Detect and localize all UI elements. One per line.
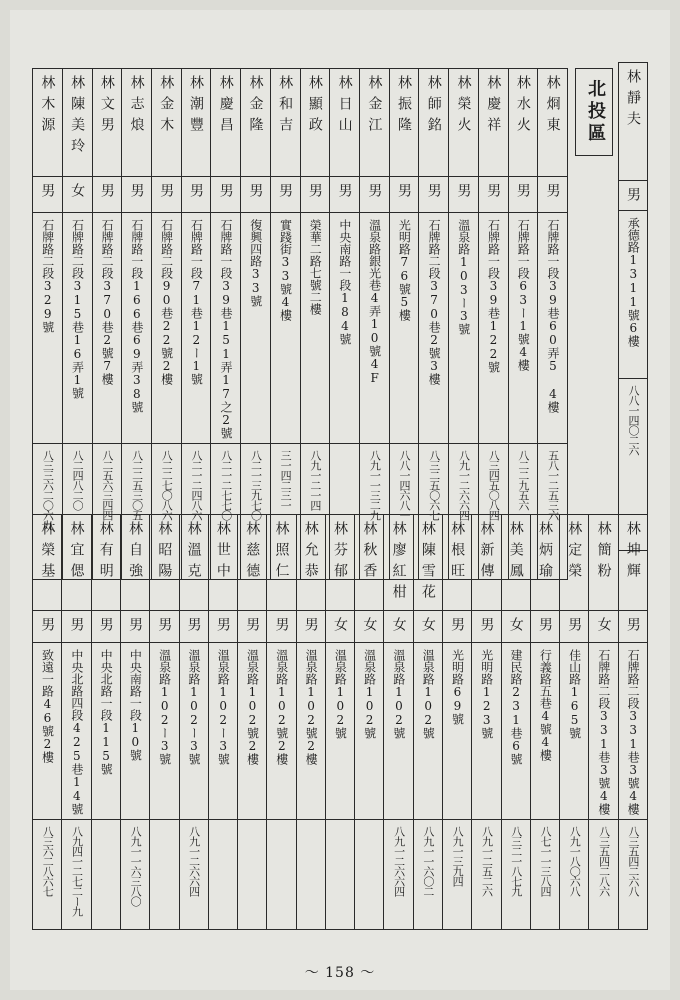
gender-cell (296, 611, 325, 643)
gender-cell (267, 611, 296, 643)
address-cell (325, 643, 354, 820)
address-cell (300, 213, 330, 444)
registry-table-top-right (618, 62, 648, 551)
person-phone: 八三四五〇八四 (487, 450, 501, 520)
gender-cell (538, 177, 568, 213)
name-cell (181, 69, 211, 177)
name-cell (267, 515, 296, 611)
address-cell (508, 213, 538, 444)
address-cell (181, 213, 211, 444)
address-cell (355, 643, 384, 820)
name-cell (92, 69, 122, 177)
person-name: 林根旺 (449, 521, 466, 584)
phone-cell (325, 820, 354, 930)
person-phone: 八九一一六〇二 (421, 826, 435, 896)
person-phone: 八二一三九七〇 (249, 450, 263, 520)
person-gender: 男 (478, 617, 495, 632)
phone-cell (33, 820, 62, 930)
person-address: 溫泉路102號2樓 (304, 649, 319, 765)
address-cell (619, 211, 648, 379)
gender-cell (300, 177, 330, 213)
person-gender: 男 (128, 183, 145, 198)
person-address: 溫泉路102號2樓 (274, 649, 289, 765)
gender-cell (122, 177, 152, 213)
phone-cell (238, 820, 267, 930)
name-cell (62, 69, 92, 177)
address-cell (241, 213, 271, 444)
name-cell (419, 69, 449, 177)
person-gender: 男 (39, 617, 56, 632)
gender-cell (589, 611, 618, 643)
name-cell (122, 69, 152, 177)
person-name: 林宜偲 (68, 521, 85, 584)
person-name: 林靜夫 (625, 69, 641, 132)
person-gender: 男 (156, 617, 173, 632)
name-cell (560, 515, 589, 611)
person-address: 溫泉路102ー3號 (216, 649, 231, 765)
person-gender: 女 (595, 617, 612, 632)
person-gender: 女 (507, 617, 524, 632)
person-gender: 男 (566, 617, 583, 632)
person-name: 林芬郁 (332, 521, 349, 584)
gender-cell (270, 177, 300, 213)
person-address: 石牌路二段331巷3號4樓 (596, 649, 611, 815)
gender-cell (241, 177, 271, 213)
person-name: 林顯政 (306, 75, 323, 138)
phone-cell (530, 820, 559, 930)
address-cell (419, 213, 449, 444)
gender-cell (355, 611, 384, 643)
phone-cell (443, 820, 472, 930)
person-phone: 八九一八〇六八 (568, 826, 582, 896)
name-cell (501, 515, 530, 611)
person-name: 林有明 (97, 521, 114, 584)
person-phone: 八二四八二〇 (71, 450, 85, 510)
gender-cell (413, 611, 442, 643)
name-cell (211, 69, 241, 177)
person-name: 林美鳳 (507, 521, 524, 584)
name-cell (443, 515, 472, 611)
person-phone: 八三二一八七九 (509, 826, 523, 896)
address-cell (62, 213, 92, 444)
person-phone: 八九一二一四 (308, 450, 322, 510)
address-cell (211, 213, 241, 444)
phone-cell (413, 820, 442, 930)
person-address: 榮華二路七號二樓 (308, 219, 323, 315)
person-name: 林簡粉 (595, 521, 612, 584)
person-phone: 三一四二三一 (279, 450, 293, 510)
gender-cell (120, 611, 149, 643)
person-address: 致遠一路46號2樓 (40, 649, 55, 763)
gender-cell (33, 177, 63, 213)
phone-cell (384, 820, 413, 930)
person-phone: 八三三六二〇六九 (41, 450, 55, 530)
person-name: 林昭陽 (156, 521, 173, 584)
person-gender: 男 (302, 617, 319, 632)
name-cell (179, 515, 208, 611)
gender-cell (419, 177, 449, 213)
address-cell (389, 213, 419, 444)
person-name: 林廖紅柑 (390, 521, 407, 605)
person-name: 林金隆 (247, 75, 264, 138)
phone-cell (91, 820, 120, 930)
gender-cell (478, 177, 508, 213)
person-address: 溫泉路102號 (391, 649, 406, 739)
gender-cell (384, 611, 413, 643)
person-gender: 男 (485, 183, 502, 198)
person-gender: 男 (273, 617, 290, 632)
phone-cell (62, 820, 91, 930)
address-cell (33, 643, 62, 820)
name-cell (355, 515, 384, 611)
address-cell (560, 643, 589, 820)
address-cell (384, 643, 413, 820)
person-gender: 男 (98, 183, 115, 198)
name-cell (33, 515, 62, 611)
address-cell (91, 643, 120, 820)
address-cell (208, 643, 237, 820)
address-cell (33, 213, 63, 444)
name-cell (33, 69, 63, 177)
address-cell (62, 643, 91, 820)
address-cell (530, 643, 559, 820)
person-address: 復興四路33號 (248, 219, 263, 307)
person-name: 林榮火 (455, 75, 472, 138)
person-phone: 八二五六三四四 (100, 450, 114, 520)
person-phone: 八九一二五二六 (480, 826, 494, 896)
address-cell (270, 213, 300, 444)
person-address: 中央北路四段425巷14號 (69, 649, 84, 815)
gender-cell (389, 177, 419, 213)
person-name: 林和吉 (277, 75, 294, 138)
phone-cell (267, 820, 296, 930)
person-gender: 男 (277, 183, 294, 198)
gender-cell (619, 181, 648, 211)
phone-cell (296, 820, 325, 930)
gender-cell (238, 611, 267, 643)
person-name: 林烱東 (544, 75, 561, 138)
person-address: 溫泉路102ー3號 (157, 649, 172, 765)
person-address: 溫泉路102號 (421, 649, 436, 739)
registry-table-bottom (32, 514, 648, 930)
person-address: 石牌路二段331巷3號4樓 (626, 649, 641, 815)
person-gender: 男 (188, 183, 205, 198)
name-cell (151, 69, 181, 177)
person-phone: 八二二九五六 (516, 450, 530, 510)
name-cell (619, 63, 648, 181)
person-name: 林自強 (127, 521, 144, 584)
gender-cell (449, 177, 479, 213)
address-cell (478, 213, 508, 444)
person-address: 光明路69號 (450, 649, 465, 725)
person-address: 承德路1311號6樓 (626, 217, 641, 347)
name-cell (296, 515, 325, 611)
person-phone: 八二一二四八六 (190, 450, 204, 520)
person-name: 林慶昌 (217, 75, 234, 138)
person-name: 林振隆 (396, 75, 413, 138)
person-address: 中央北路一段115號 (99, 649, 114, 775)
phone-cell (150, 820, 179, 930)
person-name: 林秋香 (361, 521, 378, 584)
name-cell (62, 515, 91, 611)
person-address: 溫泉路102ー3號 (186, 649, 201, 765)
gender-cell (181, 177, 211, 213)
person-address: 光明路76號5樓 (397, 219, 412, 321)
name-cell (120, 515, 149, 611)
gender-cell (62, 177, 92, 213)
address-cell (122, 213, 152, 444)
address-cell (589, 643, 618, 820)
person-gender: 男 (449, 617, 466, 632)
person-address: 石牌路二段315巷16弄1號 (70, 219, 85, 399)
person-phone: 八三五四二八六 (597, 826, 611, 896)
name-cell (449, 69, 479, 177)
person-gender: 男 (624, 617, 641, 632)
name-cell (241, 69, 271, 177)
name-cell (238, 515, 267, 611)
person-gender: 男 (306, 183, 323, 198)
person-address: 行義路五巷4號4樓 (538, 649, 553, 761)
address-cell (92, 213, 122, 444)
person-phone: 五八一二五三六 (546, 450, 560, 520)
person-address: 石牌路一段39巷151弄17之2號 (219, 219, 234, 439)
person-phone: 八九一一三二九 (368, 450, 382, 520)
phone-cell (120, 820, 149, 930)
gender-cell (211, 177, 241, 213)
person-address: 溫泉路102號 (362, 649, 377, 739)
person-gender: 男 (537, 617, 554, 632)
person-gender: 男 (514, 183, 531, 198)
gender-cell (92, 177, 122, 213)
gender-cell (443, 611, 472, 643)
person-address: 實踐街33號4樓 (278, 219, 293, 321)
person-gender: 男 (425, 183, 442, 198)
gender-cell (208, 611, 237, 643)
person-name: 林慈德 (244, 521, 261, 584)
person-gender: 女 (69, 183, 86, 198)
name-cell (472, 515, 501, 611)
person-name: 林志烺 (128, 75, 145, 138)
gender-cell (325, 611, 354, 643)
person-name: 林溫克 (185, 521, 202, 584)
person-address: 佳山路165號 (567, 649, 582, 739)
person-name: 林文男 (98, 75, 115, 138)
address-cell (238, 643, 267, 820)
address-cell (120, 643, 149, 820)
person-gender: 女 (390, 617, 407, 632)
person-name: 林新傳 (478, 521, 495, 584)
address-cell (472, 643, 501, 820)
section-title-box (575, 68, 613, 156)
name-cell (413, 515, 442, 611)
name-cell (538, 69, 568, 177)
name-cell (150, 515, 179, 611)
gender-cell (359, 177, 389, 213)
address-cell (179, 643, 208, 820)
person-name: 林照仁 (273, 521, 290, 584)
person-address: 光明路123號 (479, 649, 494, 739)
person-address: 石牌路一段166巷69弄38號 (129, 219, 144, 413)
gender-cell (560, 611, 589, 643)
person-phone: 八三五四二六八 (626, 826, 640, 896)
registry-table-top (32, 68, 568, 580)
person-name: 林潮豐 (188, 75, 205, 138)
page-number: ～ 158 ～ (304, 965, 376, 981)
name-cell (618, 515, 647, 611)
person-address: 石牌路二段329號 (40, 219, 55, 333)
name-cell (508, 69, 538, 177)
name-cell (359, 69, 389, 177)
phone-cell (589, 820, 618, 930)
person-name: 林世中 (214, 521, 231, 584)
gender-cell (91, 611, 120, 643)
person-gender: 男 (247, 183, 264, 198)
gender-cell (472, 611, 501, 643)
person-gender: 男 (97, 617, 114, 632)
person-address: 石牌路二段370巷2號3樓 (427, 219, 442, 385)
gender-cell (530, 611, 559, 643)
phone-cell (618, 820, 647, 930)
name-cell (91, 515, 120, 611)
person-gender: 男 (625, 187, 641, 202)
person-address: 石牌路一段39巷60弄5 4樓 (545, 219, 560, 413)
person-phone: 八二二五三〇五 (130, 450, 144, 520)
person-gender: 女 (361, 617, 378, 632)
person-address: 中央南路一段184號 (337, 219, 352, 345)
person-phone: 八八一四六八一 (398, 450, 412, 520)
gender-cell (501, 611, 530, 643)
name-cell (300, 69, 330, 177)
gender-cell (150, 611, 179, 643)
person-name: 林慶祥 (485, 75, 502, 138)
name-cell (530, 515, 559, 611)
address-cell (151, 213, 181, 444)
person-address: 石牌路一段63ー1號4樓 (516, 219, 531, 371)
person-name: 林師銘 (425, 75, 442, 138)
person-gender: 男 (396, 183, 413, 198)
person-name: 林允恭 (302, 521, 319, 584)
person-address: 石牌路二段370巷2號7樓 (100, 219, 115, 385)
person-gender: 男 (455, 183, 472, 198)
person-address: 石牌路二段90巷22號2樓 (159, 219, 174, 385)
name-cell (270, 69, 300, 177)
address-cell (443, 643, 472, 820)
person-gender: 男 (244, 617, 261, 632)
person-phone: 八九一二六六四 (457, 450, 471, 520)
person-name: 林榮基 (39, 521, 56, 584)
person-gender: 男 (185, 617, 202, 632)
person-phone: 八九四一二七二ー九 (70, 826, 84, 916)
person-phone: 八三六二八六七 (41, 826, 55, 896)
person-name: 林坤輝 (624, 521, 641, 584)
address-cell (296, 643, 325, 820)
gender-cell (179, 611, 208, 643)
person-address: 石牌路一段71巷12ー1號 (189, 219, 204, 385)
person-name: 林木源 (39, 75, 56, 138)
name-cell (330, 69, 360, 177)
address-cell (359, 213, 389, 444)
person-address: 石牌路一段39巷122號 (486, 219, 501, 373)
person-address: 溫泉路103ー3號 (456, 219, 471, 335)
name-cell (325, 515, 354, 611)
address-cell (413, 643, 442, 820)
person-name: 林金木 (158, 75, 175, 138)
person-address: 溫泉路銀光巷4弄10號4F (367, 219, 382, 385)
gender-cell (618, 611, 647, 643)
person-phone: 八三二五〇六七 (427, 450, 441, 520)
address-cell (501, 643, 530, 820)
person-name: 林水火 (514, 75, 531, 138)
person-address: 建民路231巷6號 (509, 649, 524, 765)
phone-cell (355, 820, 384, 930)
phone-cell (179, 820, 208, 930)
address-cell (150, 643, 179, 820)
person-phone: 八七一一三八四 (539, 826, 553, 896)
name-cell (478, 69, 508, 177)
person-name: 林日山 (336, 75, 353, 138)
phone-cell (560, 820, 589, 930)
gender-cell (330, 177, 360, 213)
person-name: 林陳美玲 (69, 75, 86, 159)
phone-cell (501, 820, 530, 930)
name-cell (389, 69, 419, 177)
person-gender: 女 (332, 617, 349, 632)
name-cell (208, 515, 237, 611)
address-cell (449, 213, 479, 444)
person-gender: 男 (217, 183, 234, 198)
person-name: 林金江 (366, 75, 383, 138)
person-gender: 女 (419, 617, 436, 632)
person-gender: 男 (127, 617, 144, 632)
person-phone: 八九一二六六四 (392, 826, 406, 896)
person-phone: 八八一四〇二六 (627, 385, 640, 455)
person-gender: 男 (336, 183, 353, 198)
person-phone: 八二二七〇八六 (160, 450, 174, 520)
person-address: 溫泉路102號 (333, 649, 348, 739)
gender-cell (508, 177, 538, 213)
person-gender: 男 (214, 617, 231, 632)
address-cell (267, 643, 296, 820)
person-address: 中央南路一段10號 (128, 649, 143, 761)
person-name: 林炳瑜 (537, 521, 554, 584)
name-cell (384, 515, 413, 611)
person-phone: 八二一二七七〇 (219, 450, 233, 520)
section-title: 北投區 (585, 79, 606, 145)
person-gender: 男 (68, 617, 85, 632)
address-cell (618, 643, 647, 820)
person-phone: 八九一二六六四 (187, 826, 201, 896)
person-gender: 男 (544, 183, 561, 198)
gender-cell (33, 611, 62, 643)
address-cell (538, 213, 568, 444)
phone-cell (208, 820, 237, 930)
person-gender: 男 (158, 183, 175, 198)
gender-cell (62, 611, 91, 643)
person-gender: 男 (39, 183, 56, 198)
address-cell (330, 213, 360, 444)
name-cell (589, 515, 618, 611)
person-phone: 八九一一六三八〇 (129, 826, 143, 906)
person-address: 溫泉路102號2樓 (245, 649, 260, 765)
person-name: 林陳雪花 (419, 521, 436, 605)
gender-cell (151, 177, 181, 213)
person-name: 林定榮 (566, 521, 583, 584)
person-gender: 男 (366, 183, 383, 198)
phone-cell (472, 820, 501, 930)
person-phone: 八九一三九四 (451, 826, 465, 886)
